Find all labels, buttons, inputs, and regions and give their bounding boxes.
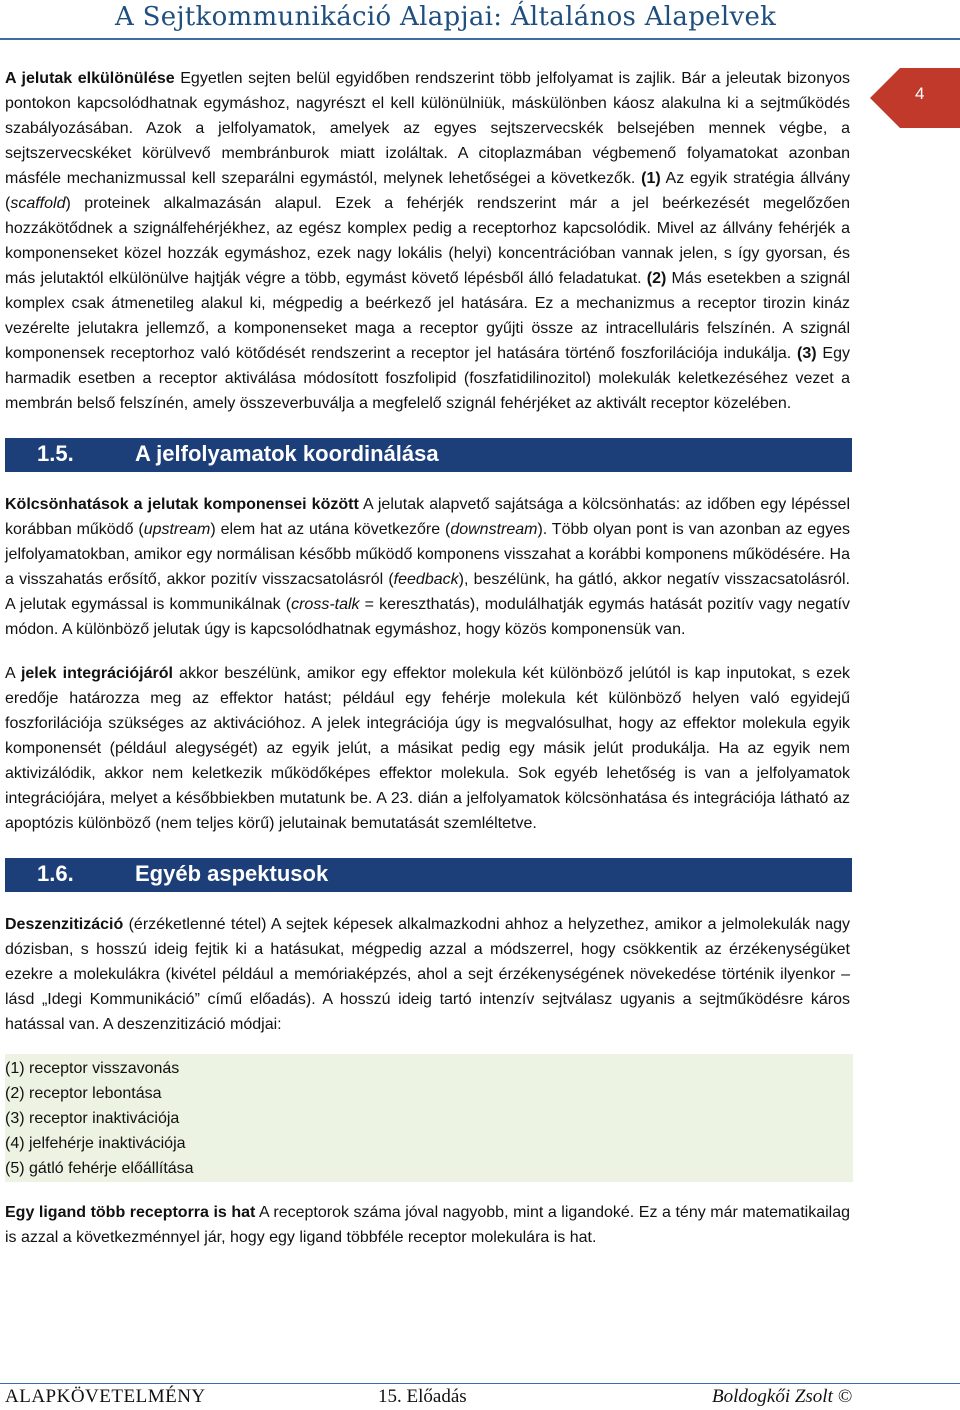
list-item: (4) jelfehérje inaktivációja [5, 1135, 186, 1152]
page-number-marker [870, 68, 960, 128]
list-item: (5) gátló fehérje előállítása [5, 1160, 194, 1177]
paragraph-text: A receptorok száma jóval nagyobb, mint a ligandoké. Ez a tény már matematikailag is azzal a következménnyel jár, hogy egy ligand többféle receptor molekulára is hat. [5, 1204, 850, 1246]
italic-term: downstream [450, 521, 538, 538]
desensitization-list [5, 1054, 853, 1182]
paragraph-text: (érzéketlenné tétel) A sejtek képesek alkalmazkodni ahhoz a helyzethez, amikor a jelmolekulák nagy dózisban, s hosszú ideig fejtik ki a hatásukat, mégpedig azzal a módszerrel, hogy csökkentik az érzékenységüket ezekre a molekulákra (kivétel például a memóriaképzés, ahol a sejt érzékenységének növekedése történik ilyenkor – lásd „Idegi Kommunikáció” című előadás). A hosszú ideig tartó intenzív sejtválasz ugyanis a sejtműködésre káros hatással van. A deszenzitizáció módjai: [5, 916, 850, 1033]
section-heading-1-6 [5, 858, 852, 892]
footer-author: Boldogkői Zsolt © [712, 1386, 853, 1407]
paragraph-text: ), beszélünk, ha gátló, akkor negatív visszacsatolásról. A jelutak egymással is kommunikálnak ( [5, 571, 850, 613]
header-rule [0, 38, 960, 40]
paragraph-text: Egy harmadik esetben a receptor aktiválása módosított foszfolipid (foszfatidilinozitol) molekulák keletkezéséhez vezet a membrán belső felszínén, amely összeverbuválja a megfelelő szignál fehérjéket az aktivált receptor közelében. [5, 345, 850, 412]
paragraph-integration [5, 661, 850, 836]
italic-term: feedback [393, 571, 459, 588]
paragraph-lead: Egy ligand több receptorra is hat [5, 1204, 256, 1221]
section-number: 1.5. [37, 441, 74, 466]
page-title: A Sejtkommunikáció Alapjai: Általános Alapelvek [115, 2, 777, 32]
main-content [5, 66, 850, 1250]
italic-term: cross-talk [291, 596, 360, 613]
list-marker: (1) [641, 170, 661, 187]
paragraph-interactions [5, 492, 850, 642]
paragraph-ligand-receptors [5, 1200, 850, 1250]
list-item: (3) receptor inaktivációja [5, 1110, 180, 1127]
page-number: 4 [915, 84, 925, 103]
footer-level: ALAPKÖVETELMÉNY [5, 1386, 206, 1407]
page-header [0, 0, 960, 40]
list-item: (2) receptor lebontása [5, 1085, 162, 1102]
paragraph-text: = kereszthatás), modulálhatják egymás hatását pozitív vagy negatív módon. A különböző jelutak úgy is kapcsolódhatnak egymáshoz, hogy közös komponensük van. [5, 596, 850, 638]
footer-rule [0, 1383, 960, 1384]
paragraph-lead: Deszenzitizáció [5, 916, 124, 933]
paragraph-text: A [5, 665, 21, 682]
italic-term: upstream [143, 521, 211, 538]
paragraph-lead: Kölcsönhatások a jelutak komponensei között [5, 496, 359, 513]
list-marker: (2) [646, 270, 667, 287]
list-item: (1) receptor visszavonás [5, 1060, 180, 1077]
paragraph-text: Más esetekben a szignál komplex csak átmenetileg alakul ki, mégpedig a beérkező jel hatására. Ez a mechanizmus a receptor tirozin kináz vezérelte jelutakra jellemző, a komponenseket maga a receptor gyűjti össze az intracelluláris felszínén. A szignál komponensek receptorhoz való kötődését rendszerint a receptor jel hatására történő foszforilációja indukálja. [5, 270, 851, 362]
paragraph-lead: A jelutak elkülönülése [5, 70, 175, 87]
section-heading-1-5 [5, 438, 852, 472]
page-footer [0, 1383, 960, 1410]
paragraph-text: Egyetlen sejten belül egyidőben rendszerint több jelfolyamat is zajlik. Bár a jeleutak bizonyos pontokon kapcsolódhatnak egymáshoz, nagyrészt el kell különülniük, máskülönben káosz alakulna ki a sejtműködés szabályozásában. Azok a jelfolyamatok, amelyek az egyes sejtszervecskék belsejében mennek végbe, a sejtszervecskéket körülvevő membránburok miatt izoláltak. A citoplazmában végbemenő folyamatokat azonban másféle mechanizmussal kell szeparálni egymástól, melynek lehetőségei a következők. [5, 70, 850, 187]
paragraph-text: ) proteinek alkalmazásán alapul. Ezek a fehérjék rendszerint már a jel beérkezését megelőzően hozzákötődnek a szignálfehérjékhez, az egész komplex pedig a receptorhoz kapcsolódik. Mivel az állvány fehérjék a komponenseket közel hozzák egymáshoz, ezek nagy lokális (helyi) koncentrációban vannak jelen, s így gyorsan, és más jelutaktól elkülönülve hajtják végre a több, egymást követő lépésből álló feladatukat. [5, 195, 850, 287]
paragraph-text: A jelutak alapvető sajátsága a kölcsönhatás: az időben egy lépéssel korábban működő ( [5, 496, 851, 538]
list-marker: (3) [797, 345, 817, 362]
italic-term: scaffold [10, 195, 66, 212]
paragraph-text: ) elem hat az utána következőre ( [210, 521, 451, 538]
paragraph-text: akkor beszélünk, amikor egy effektor molekula két különböző jelútól is kap inputokat, s ezek eredője határozza meg az effektor hatást; például egy fehérje molekula két különböző helyen való egyidejű foszforilációja szükséges az aktivációhoz. A jelek integrációja úgy is megvalósulhat, hogy az effektor molekula egyik komponensét (például alegységét) az egyik jelút, a másikat pedig egy másik jelút produkálja. Ha az egyik nem aktivizálódik, akkor nem keletkezik működőképes effektor molekula. Sok egyéb lehetőség is van a jelfolyamatok integrációjára, melyet a későbbiekben mutatunk be. A 23. dián a jelfolyamatok kölcsönhatása és integrációja látható az apoptózis különböző (nem teljes körű) jelutainak bemutatását szemléltetve. [5, 665, 851, 832]
paragraph-text: Az egyik stratégia állvány ( [5, 170, 851, 212]
section-title: Egyéb aspektusok [135, 861, 329, 886]
section-title: A jelfolyamatok koordinálása [135, 441, 439, 466]
paragraph-desensitization [5, 912, 850, 1037]
paragraph-signal-separation [5, 66, 850, 416]
paragraph-text: ). Több olyan pont is van azonban az egyes jelfolyamatokban, amikor egy normálisan később működő komponens visszahat a korábbi komponens működésére. Ha a visszahatás erősítő, akkor pozitív visszacsatolásról ( [5, 521, 850, 588]
footer-lecture: 15. Előadás [378, 1386, 467, 1407]
section-number: 1.6. [37, 861, 74, 886]
paragraph-lead: jelek integrációjáról [20, 665, 173, 682]
